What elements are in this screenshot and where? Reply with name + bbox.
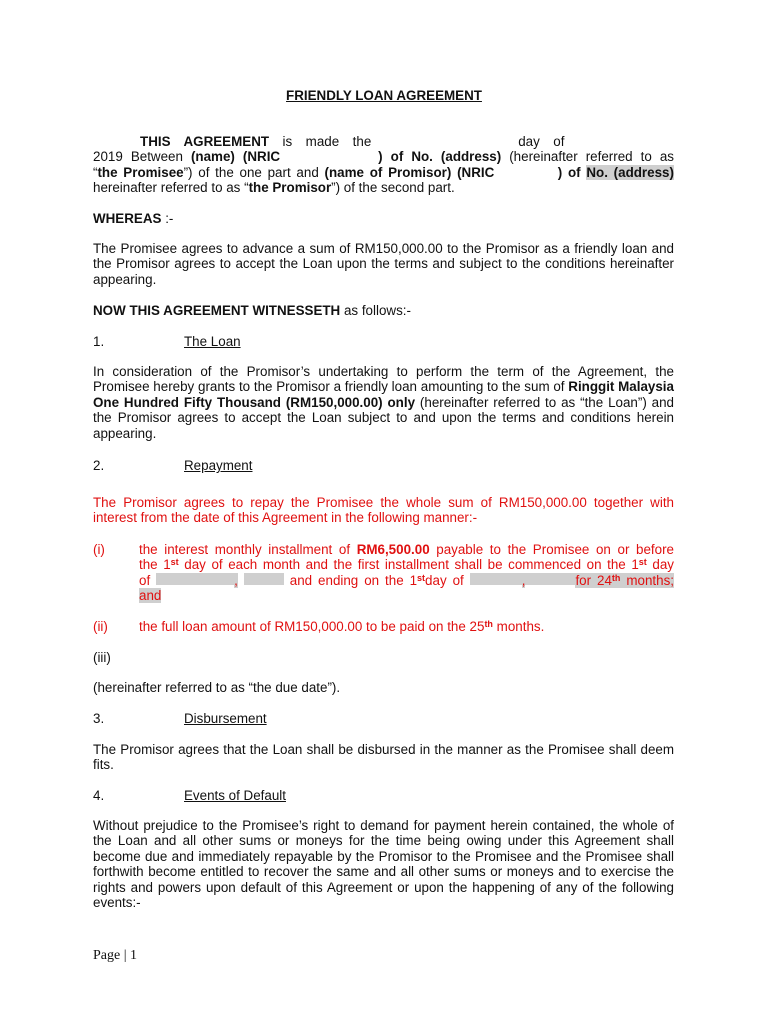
section-2-number: 2. xyxy=(93,458,105,473)
duration-highlight xyxy=(575,573,674,588)
opening-text: ) of xyxy=(378,149,404,165)
page-separator: | xyxy=(123,948,127,963)
ordinal-suffix: st xyxy=(638,557,647,568)
whereas-suffix: :- xyxy=(165,211,174,226)
section-4-number: 4. xyxy=(93,788,105,803)
repayment-item-i xyxy=(139,542,674,604)
repayment-item-i-label: (i) xyxy=(93,542,105,557)
item-text: and ending on the 1 xyxy=(289,572,418,588)
ordinal-suffix: th xyxy=(611,572,621,583)
item-text: day of each month and the first installment shall be commenced on the 1 xyxy=(184,557,639,573)
recital-paragraph: The Promisee agrees to advance a sum of RM150,000.00 to the Promisor as a friendly loan and the Promisor agrees to accept the Loan upon the terms and subject to the conditions hereinafter appearing. xyxy=(93,241,674,287)
opening-paragraph xyxy=(93,134,674,196)
opening-t: T xyxy=(140,134,149,149)
item-i-line-3 xyxy=(139,573,674,588)
opening-text: “ xyxy=(93,164,98,180)
witness-label: NOW THIS AGREEMENT WITNESSETH xyxy=(93,303,341,318)
loan-text: (hereinafter referred to as “the Loan”) and the Promisor agrees to accept the Loan subject to and upon the terms and conditions herein appearing. xyxy=(93,394,675,441)
whereas-label: WHEREAS xyxy=(93,211,162,226)
ordinal-suffix: th xyxy=(484,619,493,629)
opening-line-4 xyxy=(93,180,674,195)
end-year-blank xyxy=(525,573,575,585)
opening-text: ”) of the one part and xyxy=(183,164,319,180)
opening-text: ) of xyxy=(557,164,581,180)
this-agreement-label: HIS AGREEMENT xyxy=(148,134,270,149)
item-text: for 24 xyxy=(575,572,612,588)
item-text: , xyxy=(521,572,526,588)
page-number: 1 xyxy=(130,948,138,963)
section-3-heading: Disbursement xyxy=(184,711,267,726)
loan-text: In consideration of the Promisor’s undertaking to perform the term of the Agreement, the Promisee hereby grants to the Promisor a friendly loan amounting to the sum of xyxy=(93,364,674,395)
opening-line-1 xyxy=(93,134,674,149)
whereas-heading xyxy=(93,211,674,226)
opening-line-2 xyxy=(93,149,674,164)
item-text: months. xyxy=(496,619,545,634)
opening-line-3 xyxy=(93,165,674,180)
item-text: the interest monthly installment of xyxy=(139,542,351,557)
item-i-line-4 xyxy=(139,588,674,603)
item-i-line-2 xyxy=(139,557,674,572)
section-1-heading: The Loan xyxy=(184,334,241,349)
opening-text: ”) of the second part. xyxy=(331,180,455,196)
witness-heading xyxy=(93,303,674,318)
page-label: Page xyxy=(93,948,121,963)
promisor-address-field: No. (address) xyxy=(586,164,674,180)
opening-text: hereinafter referred to as “ xyxy=(93,180,249,196)
opening-text: 2019 Between xyxy=(93,149,183,165)
item-text: payable to the Promisee on or before xyxy=(436,542,674,557)
item-text: of xyxy=(139,572,151,588)
repayment-item-ii-label: (ii) xyxy=(93,619,108,634)
section-3-number: 3. xyxy=(93,711,105,726)
promisor-name-field: (name of Promisor) (NRIC xyxy=(324,164,495,180)
item-text: day of xyxy=(425,572,464,588)
loan-paragraph xyxy=(93,364,674,441)
loan-amount: Ringgit Malaysia One Hundred Fifty Thousand (RM150,000.00) only xyxy=(93,379,674,410)
end-month-blank xyxy=(470,573,522,585)
repayment-item-ii xyxy=(139,619,674,634)
start-year-blank xyxy=(244,573,284,585)
start-month-blank xyxy=(156,573,234,585)
installment-amount: RM6,500.00 xyxy=(356,542,430,557)
disbursement-paragraph: The Promisor agrees that the Loan shall be disbursed in the manner as the Promisee shall deem fits. xyxy=(93,742,674,773)
promisor-term: the Promisor xyxy=(248,180,332,196)
promisee-term: the Promisee xyxy=(97,164,184,180)
item-text: day xyxy=(652,557,674,573)
opening-text: (hereinafter referred to as xyxy=(509,149,674,165)
item-text: the 1 xyxy=(139,557,171,573)
promisee-name-field: (name) (NRIC xyxy=(190,149,281,165)
section-1-number: 1. xyxy=(93,334,105,349)
repayment-intro: The Promisor agrees to repay the Promisee the whole sum of RM150,000.00 together with interest from the date of this Agreement in the following manner:- xyxy=(93,495,674,526)
section-4-heading: Events of Default xyxy=(184,788,286,803)
document-title: FRIENDLY LOAN AGREEMENT xyxy=(286,88,482,103)
promisee-address-field: No. (address) xyxy=(411,149,502,165)
due-date-text: (hereinafter referred to as “the due date”). xyxy=(93,680,341,695)
item-text: the full loan amount of RM150,000.00 to be paid on the 25 xyxy=(139,619,485,634)
witness-suffix: as follows:- xyxy=(343,303,411,318)
default-paragraph: Without prejudice to the Promisee’s right to demand for payment herein contained, the whole of the Loan and all other sums or moneys for the time being owing under this Agreement shall become due and immediately repayable by the Promisor to the Promisee and the Promisee shall forthwith become entitled to recover the same and all other sums or moneys and to exercise the rights and powers upon default of this Agreement or upon the happening of any of the following events:- xyxy=(93,818,674,911)
item-text: , xyxy=(234,572,238,588)
opening-text: day of xyxy=(518,134,565,149)
item-text: and xyxy=(139,588,162,604)
ordinal-suffix: st xyxy=(417,572,426,583)
page-footer xyxy=(93,948,137,963)
section-2-heading: Repayment xyxy=(184,458,253,473)
item-text: months; xyxy=(626,572,674,588)
repayment-item-iii-label: (iii) xyxy=(93,650,111,665)
item-i-line-1 xyxy=(139,542,674,557)
ordinal-suffix: st xyxy=(170,557,179,568)
opening-text: is made the xyxy=(282,134,372,149)
